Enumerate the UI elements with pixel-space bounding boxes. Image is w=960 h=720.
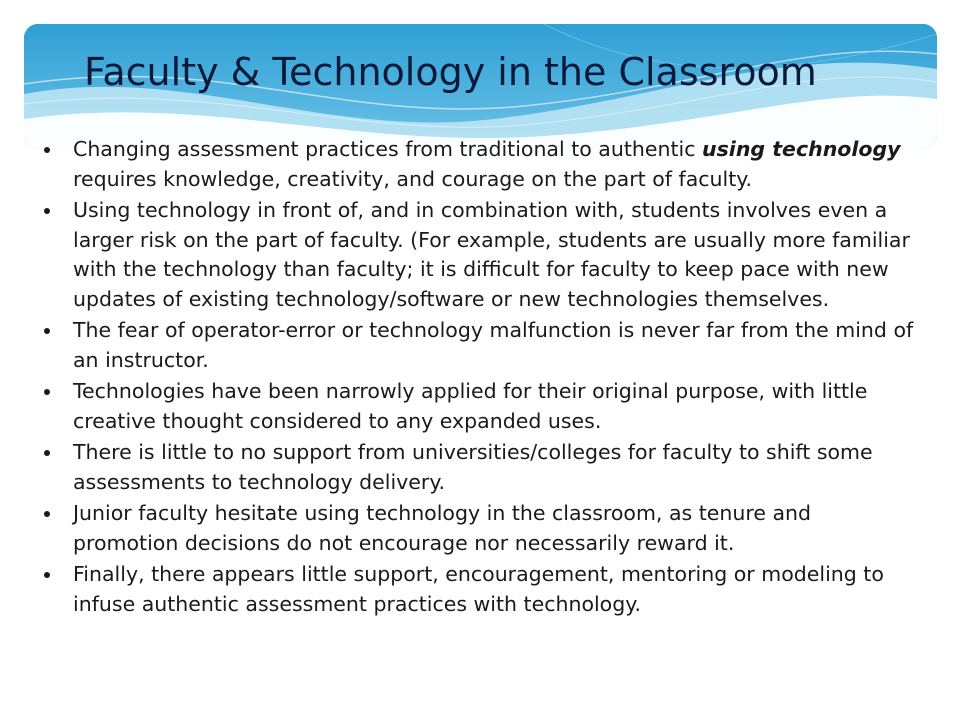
bullet-text: Technologies have been narrowly applied for their original purpose, with little creative thought considered to any expanded uses. [73,379,868,433]
bullet-text: Junior faculty hesitate using technology in the classroom, as tenure and promotion decisions do not encourage nor necessarily reward it. [73,501,812,555]
bullet-text: Using technology in front of, and in combination with, students involves even a larger risk on the part of faculty. (For example, students are usually more familiar with the technology than faculty; it is difficult for faculty to keep pace with new updates of existing technology/software or new technologies themselves. [73,198,910,311]
bullet-dot-icon [44,389,50,395]
bullet-item [44,499,916,558]
bullet-dot-icon [44,450,50,456]
bullet-dot-icon [44,511,50,517]
bullet-text-before: Changing assessment practices from traditional to authentic [73,137,703,161]
bullet-item [44,438,916,497]
bullet-item [44,316,916,375]
bullet-item [44,377,916,436]
bullet-dot-icon [44,328,50,334]
slide-title: Faculty & Technology in the Classroom [84,50,817,94]
bullet-dot-icon [44,147,50,153]
bullet-item [44,135,916,194]
bullet-text-emphasis: using technology [702,137,901,161]
bullet-text-after: requires knowledge, creativity, and courage on the part of faculty. [73,166,752,191]
bullet-text: Finally, there appears little support, encouragement, mentoring or modeling to infuse authentic assessment practices with technology. [73,562,884,616]
bullet-text: There is little to no support from universities/colleges for faculty to shift some assessments to technology delivery. [73,440,873,494]
bullet-dot-icon [44,572,50,578]
bullet-item [44,196,916,314]
bullet-dot-icon [44,208,50,214]
bullet-item [44,560,916,619]
bullet-list [44,135,916,621]
bullet-text: The fear of operator-error or technology malfunction is never far from the mind of an instructor. [73,318,914,372]
